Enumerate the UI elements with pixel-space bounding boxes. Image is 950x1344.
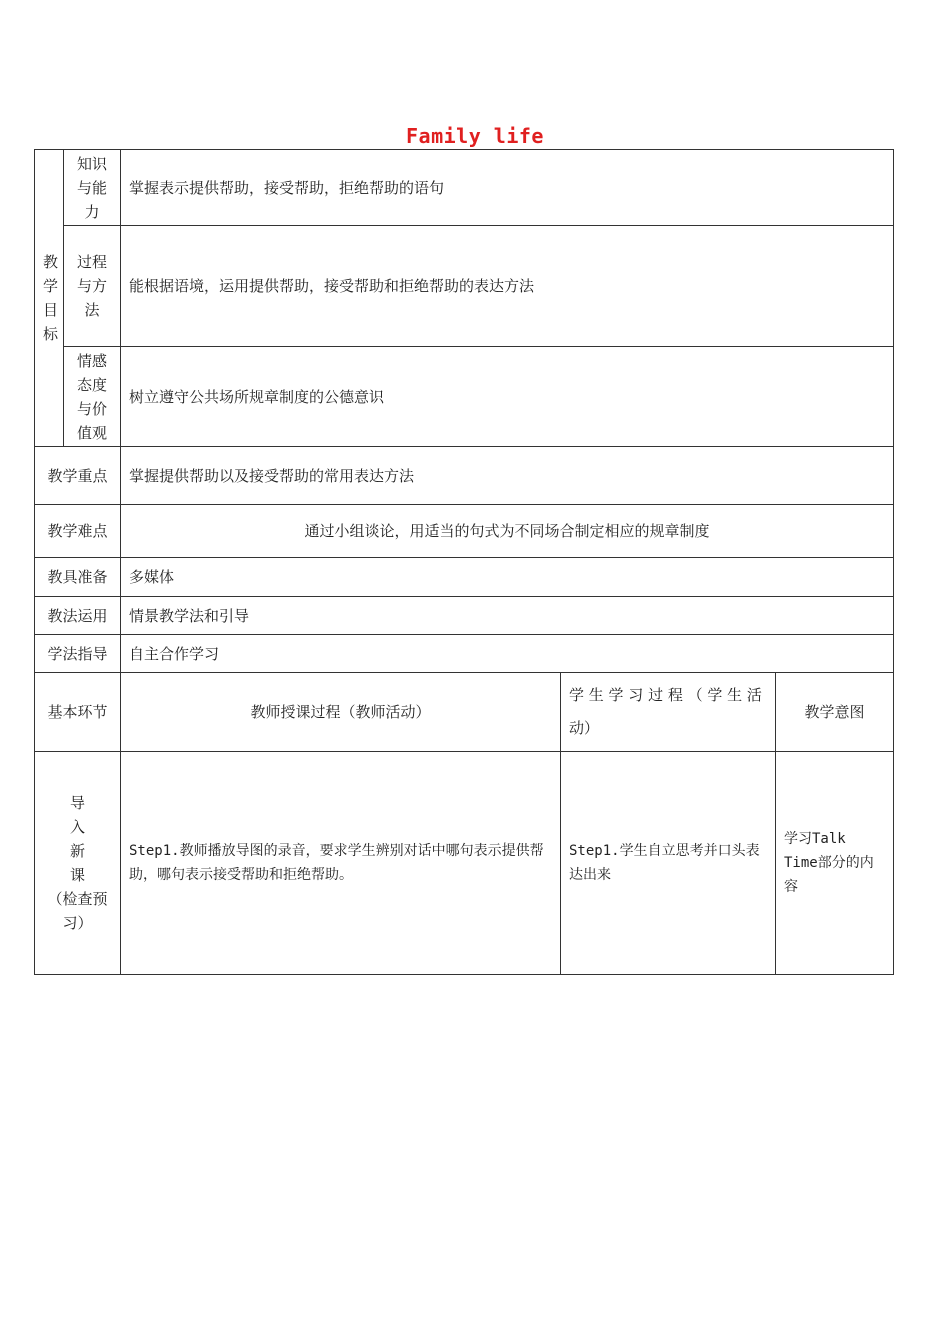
difficulty-label: 教学难点 bbox=[35, 505, 121, 558]
table-row bbox=[35, 226, 894, 347]
lesson-plan-table bbox=[34, 149, 894, 975]
intro-intent: 学习Talk Time部分的内容 bbox=[776, 752, 894, 975]
key-point-label: 教学重点 bbox=[35, 447, 121, 505]
document-title: Family life bbox=[406, 124, 544, 148]
table-row bbox=[35, 347, 894, 447]
header-student: 学 生 学 习 过 程 （ 学 生 活 动） bbox=[561, 673, 776, 752]
intro-stage: 导 入 新 课 （检查预 习） bbox=[35, 752, 121, 975]
process-label: 过程 与方 法 bbox=[64, 226, 121, 347]
emotion-label: 情感 态度 与价 值观 bbox=[64, 347, 121, 447]
table-row bbox=[35, 597, 894, 635]
tools-content: 多媒体 bbox=[121, 558, 894, 597]
table-row bbox=[35, 673, 894, 752]
knowledge-label: 知识 与能 力 bbox=[64, 150, 121, 226]
key-point-content: 掌握提供帮助以及接受帮助的常用表达方法 bbox=[121, 447, 894, 505]
table-row bbox=[35, 752, 894, 975]
study-content: 自主合作学习 bbox=[121, 635, 894, 673]
header-teacher: 教师授课过程（教师活动） bbox=[121, 673, 561, 752]
table-row bbox=[35, 150, 894, 226]
process-content: 能根据语境，运用提供帮助，接受帮助和拒绝帮助的表达方法 bbox=[121, 226, 894, 347]
table-row bbox=[35, 558, 894, 597]
objectives-label: 教 学 目 标 bbox=[35, 150, 64, 447]
knowledge-content: 掌握表示提供帮助，接受帮助，拒绝帮助的语句 bbox=[121, 150, 894, 226]
header-stage: 基本环节 bbox=[35, 673, 121, 752]
header-intent: 教学意图 bbox=[776, 673, 894, 752]
difficulty-content: 通过小组谈论，用适当的句式为不同场合制定相应的规章制度 bbox=[121, 505, 894, 558]
table-row bbox=[35, 447, 894, 505]
methods-content: 情景教学法和引导 bbox=[121, 597, 894, 635]
table-row bbox=[35, 635, 894, 673]
methods-label: 教法运用 bbox=[35, 597, 121, 635]
study-label: 学法指导 bbox=[35, 635, 121, 673]
emotion-content: 树立遵守公共场所规章制度的公德意识 bbox=[121, 347, 894, 447]
intro-student-activity: Step1.学生自立思考并口头表达出来 bbox=[561, 752, 776, 975]
intro-teacher-activity: Step1.教师播放导图的录音，要求学生辨别对话中哪句表示提供帮助，哪句表示接受帮助和拒绝帮助。 bbox=[121, 752, 561, 975]
table-row bbox=[35, 505, 894, 558]
tools-label: 教具准备 bbox=[35, 558, 121, 597]
